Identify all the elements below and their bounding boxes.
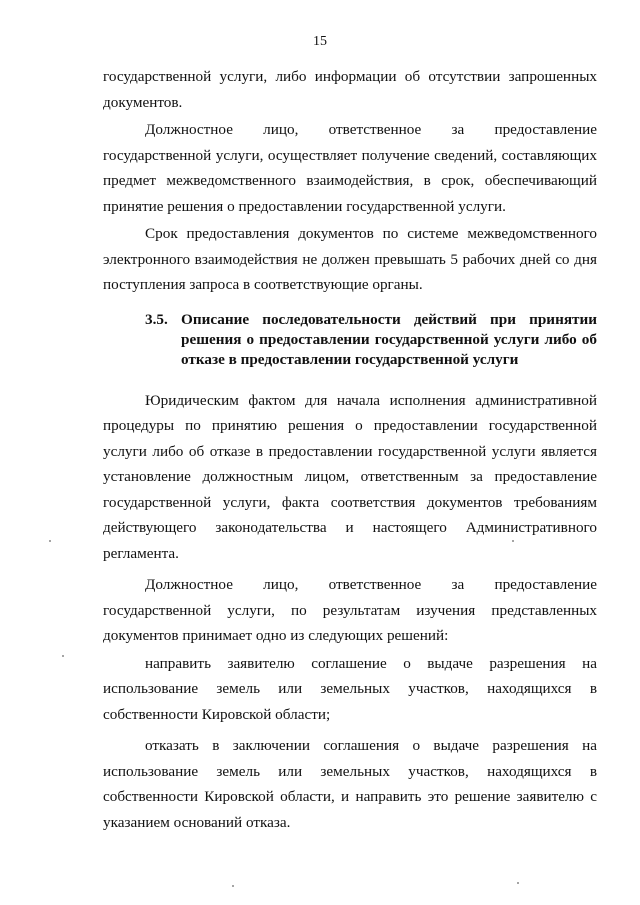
scan-speck: [512, 540, 514, 542]
scan-speck: [517, 882, 519, 884]
page-number: 15: [313, 34, 327, 49]
list-item-send-agreement: направить заявителю соглашение о выдаче разрешения на использование земель или земельных участков, находящихся в собственности Кировской области;: [103, 654, 597, 723]
paragraph-decisions-intro: Должностное лицо, ответственное за предоставление государственной услуги, по результатам изучения представленных документов принимает одно из следующих решений:: [103, 576, 597, 644]
scan-speck: [232, 885, 234, 887]
paragraph-legal-fact: Юридическим фактом для начала исполнения административной процедуры по принятию решения о предоставлении государственной услуги либо об отказе в предоставлении государственной услуги является установление должностным лицом, ответственным за предоставление государственной услуги, факта соответствия документов требованиям действующего законодательства и настоящего Административного регламента.: [103, 391, 597, 562]
section-number: 3.5.: [145, 310, 168, 328]
document-body: [103, 64, 597, 835]
section-title: Описание последовательности действий при принятии решения о предоставлении государственной услуги либо об отказе в предоставлении государственной услуги: [181, 310, 597, 368]
list-item-refuse-agreement: отказать в заключении соглашения о выдаче разрешения на использование земель или земельных участков, находящихся в собственности Кировской области, и направить это решение заявителю с указанием оснований отказа.: [103, 737, 597, 831]
paragraph-responsible-official: Должностное лицо, ответственное за предоставление государственной услуги, осуществляет получение сведений, составляющих предмет межведомственного взаимодействия, в срок, обеспечивающий принятие решения о предоставлении государственной услуги.: [103, 121, 597, 215]
paragraph-document-deadline: Срок предоставления документов по системе межведомственного электронного взаимодействия не должен превышать 5 рабочих дней со дня поступления запроса в соответствующие органы.: [103, 225, 597, 293]
paragraph-continuation: государственной услуги, либо информации об отсутствии запрошенных документов.: [103, 68, 597, 111]
scan-speck: [62, 655, 64, 657]
section-heading: [103, 310, 597, 370]
scan-speck: [49, 540, 51, 542]
